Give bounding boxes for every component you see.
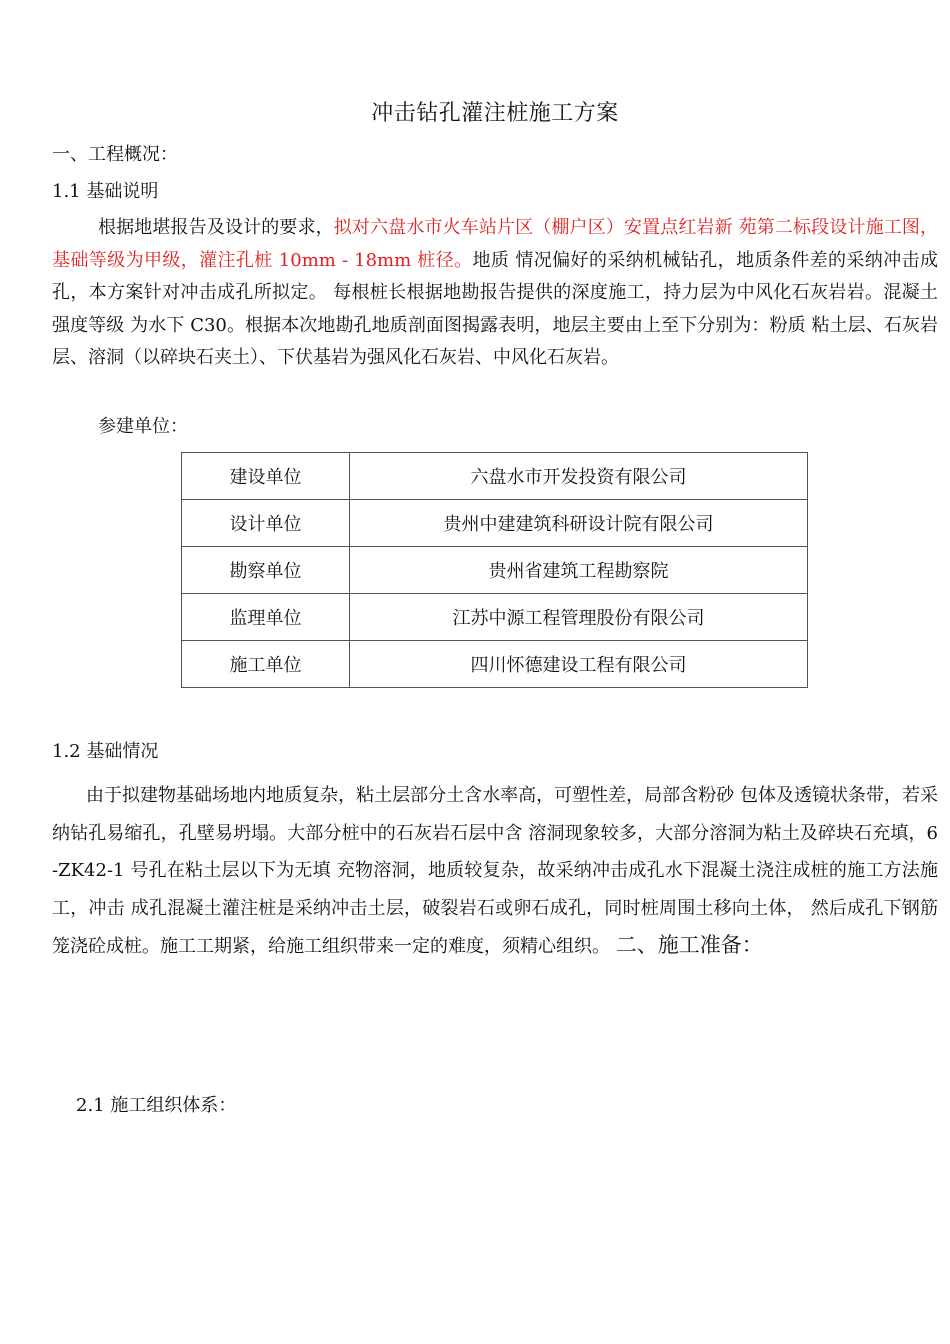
participants-label: 参建单位： <box>98 416 188 437</box>
table-row <box>182 453 808 500</box>
table-row <box>182 641 808 688</box>
unit-name-cell: 江苏中源工程管理股份有限公司 <box>350 594 808 641</box>
section-heading-overview: 一、工程概况： <box>52 144 178 165</box>
basis-text-intro: 根据地堪报告及设计的要求， <box>98 217 334 238</box>
unit-name-cell: 贵州省建筑工程勘察院 <box>350 547 808 594</box>
table-row <box>182 500 808 547</box>
basis-text-body: 地质 情况偏好的采纳机械钻孔，地质条件差的采纳冲击成孔，本方案针对冲击成孔所拟定。 每根桩长根据地勘报告提供的深度施工，持力层为中风化石灰岩岩。混凝土强度等级 为水下 C30。根据本次地勘孔地质剖面图揭露表明，地层主要由上至下分别为：粉质 粘土层、石灰岩层、溶洞（以碎块石夹土）、下伏基岩为强风化石灰岩、中风化石灰岩。 <box>52 249 938 368</box>
section-heading-preparation: 二、施工准备： <box>615 933 763 957</box>
subsection-heading-basis: 1.1 基础说明 <box>52 181 159 202</box>
unit-name-cell: 六盘水市开发投资有限公司 <box>350 453 808 500</box>
conditions-text: 由于拟建物基础场地内地质复杂，粘土层部分土含水率高，可塑性差，局部含粉砂 包体及透镜状条带，若采纳钻孔易缩孔，孔壁易坍塌。大部分桩中的石灰岩石层中含 溶洞现象较多，大部分溶洞为粘土及碎块石充填，6-ZK42-1 号孔在粘土层以下为无填 充物溶洞，地质较复杂，故采纳冲击成孔水下混凝土浇注成桩的施工方法施工，冲击 成孔混凝土灌注桩是采纳冲击土层，破裂岩石或卵石成孔，同时桩周围土移向土体， 然后成孔下钢筋笼浇砼成桩。施工工期紧，给施工组织带来一定的难度，须精心组织。 <box>52 785 938 957</box>
table-row <box>182 547 808 594</box>
document-title: 冲击钻孔灌注桩施工方案 <box>371 101 619 126</box>
unit-role-cell: 建设单位 <box>182 453 350 500</box>
table-row <box>182 594 808 641</box>
unit-role-cell: 施工单位 <box>182 641 350 688</box>
unit-role-cell: 设计单位 <box>182 500 350 547</box>
basis-text-highlight: 拟对六盘水市火车站片区（棚户区）安置点红岩新 苑第二标段设计施工图，基础等级为甲级，灌注孔桩 10mm - 18mm 桩径。 <box>52 217 939 271</box>
participating-units-table <box>181 452 808 688</box>
unit-name-cell: 四川怀德建设工程有限公司 <box>350 641 808 688</box>
unit-name-cell: 贵州中建建筑科研设计院有限公司 <box>350 500 808 547</box>
unit-role-cell: 勘察单位 <box>182 547 350 594</box>
subsection-heading-organization: 2.1 施工组织体系： <box>76 1095 237 1116</box>
conditions-paragraph <box>52 777 938 966</box>
basis-paragraph <box>52 212 938 375</box>
subsection-heading-conditions: 1.2 基础情况 <box>52 741 159 762</box>
unit-role-cell: 监理单位 <box>182 594 350 641</box>
